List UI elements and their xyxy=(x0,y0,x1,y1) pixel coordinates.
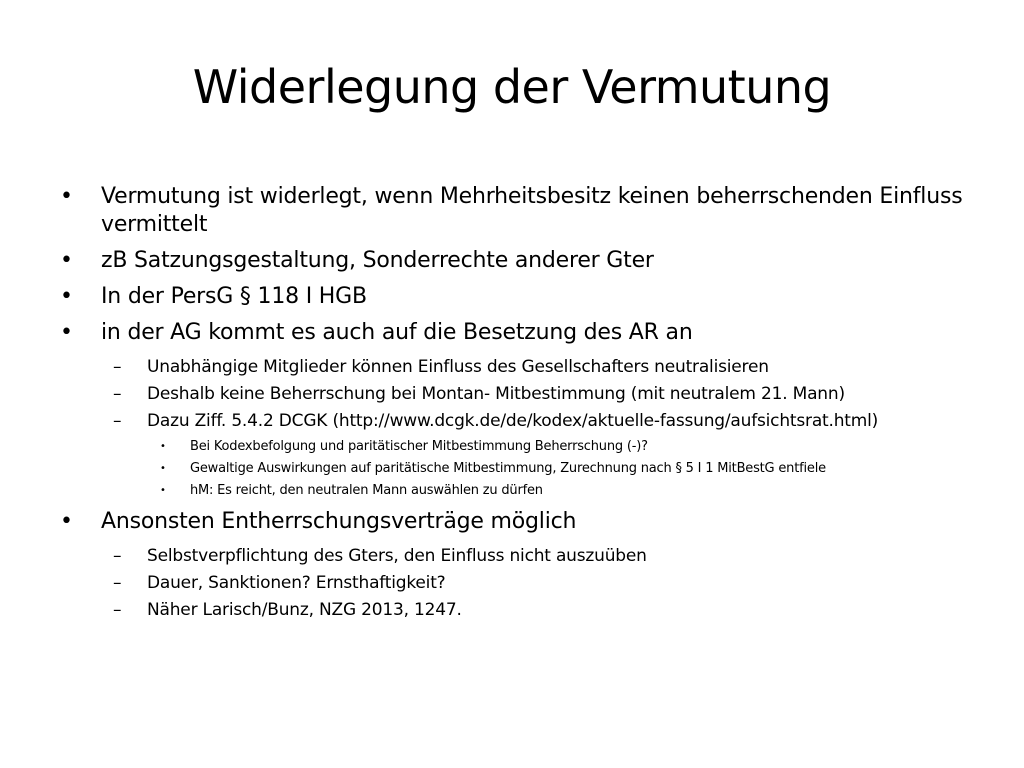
bullet-item xyxy=(0,183,981,239)
sub-bullet-item xyxy=(0,382,1007,406)
dash-marker: – xyxy=(113,546,122,566)
dash-marker: – xyxy=(113,357,122,377)
bullet-marker: • xyxy=(60,184,73,209)
bullet-list xyxy=(0,183,1024,625)
bullet-marker: • xyxy=(160,441,166,452)
bullet-text: In der PersG § 118 I HGB xyxy=(101,284,367,309)
sub-bullet-text: Unabhängige Mitglieder können Einfluss des Gesellschafters neutralisieren xyxy=(147,357,769,377)
sub-bullet-item xyxy=(0,355,1007,379)
bullet-text: zB Satzungsgestaltung, Sonderrechte anderer Gter xyxy=(101,248,654,273)
sub-sub-bullet-item xyxy=(0,458,1024,479)
dash-marker: – xyxy=(113,411,122,431)
sub-bullet-text: Dauer, Sanktionen? Ernsthaftigkeit? xyxy=(147,573,446,593)
bullet-marker: • xyxy=(160,463,166,474)
sub-bullet-text: Deshalb keine Beherrschung bei Montan- Mitbestimmung (mit neutralem 21. Mann) xyxy=(147,384,845,404)
dash-marker: – xyxy=(113,573,122,593)
bullet-marker: • xyxy=(60,320,73,345)
sub-bullet-item xyxy=(0,544,1007,568)
slide-title: Widerlegung der Vermutung xyxy=(192,60,832,114)
sub-bullet-text: Näher Larisch/Bunz, NZG 2013, 1247. xyxy=(147,600,462,620)
bullet-marker: • xyxy=(160,485,166,496)
sub-sub-bullet-text: Gewaltige Auswirkungen auf paritätische Mitbestimmung, Zurechnung nach § 5 I 1 MitBestG entfiele xyxy=(190,461,826,476)
bullet-text: in der AG kommt es auch auf die Besetzung des AR an xyxy=(101,320,693,345)
sub-sub-bullet-text: hM: Es reicht, den neutralen Mann auswählen zu dürfen xyxy=(190,483,543,498)
sub-bullet-text: Dazu Ziff. 5.4.2 DCGK (http://www.dcgk.de/de/kodex/aktuelle-fassung/aufsichtsrat.html) xyxy=(147,411,879,431)
bullet-item xyxy=(0,283,981,311)
sub-bullet-item xyxy=(0,598,1007,622)
bullet-marker: • xyxy=(60,284,73,309)
bullet-marker: • xyxy=(60,509,73,534)
sub-sub-bullet-item xyxy=(0,436,1024,457)
dash-marker: – xyxy=(113,384,122,404)
sub-bullet-item xyxy=(0,409,1007,433)
bullet-item xyxy=(0,508,981,536)
bullet-marker: • xyxy=(60,248,73,273)
bullet-item xyxy=(0,247,981,275)
sub-bullet-item xyxy=(0,571,1007,595)
bullet-text: Vermutung ist widerlegt, wenn Mehrheitsbesitz keinen beherrschenden Einfluss vermittelt xyxy=(101,184,963,237)
dash-marker: – xyxy=(113,600,122,620)
bullet-item xyxy=(0,319,981,347)
sub-sub-bullet-item xyxy=(0,480,1024,501)
sub-bullet-text: Selbstverpflichtung des Gters, den Einfluss nicht auszuüben xyxy=(147,546,647,566)
sub-sub-bullet-text: Bei Kodexbefolgung und paritätischer Mitbestimmung Beherrschung (-)? xyxy=(190,439,648,454)
bullet-text: Ansonsten Entherrschungsverträge möglich xyxy=(101,509,577,534)
